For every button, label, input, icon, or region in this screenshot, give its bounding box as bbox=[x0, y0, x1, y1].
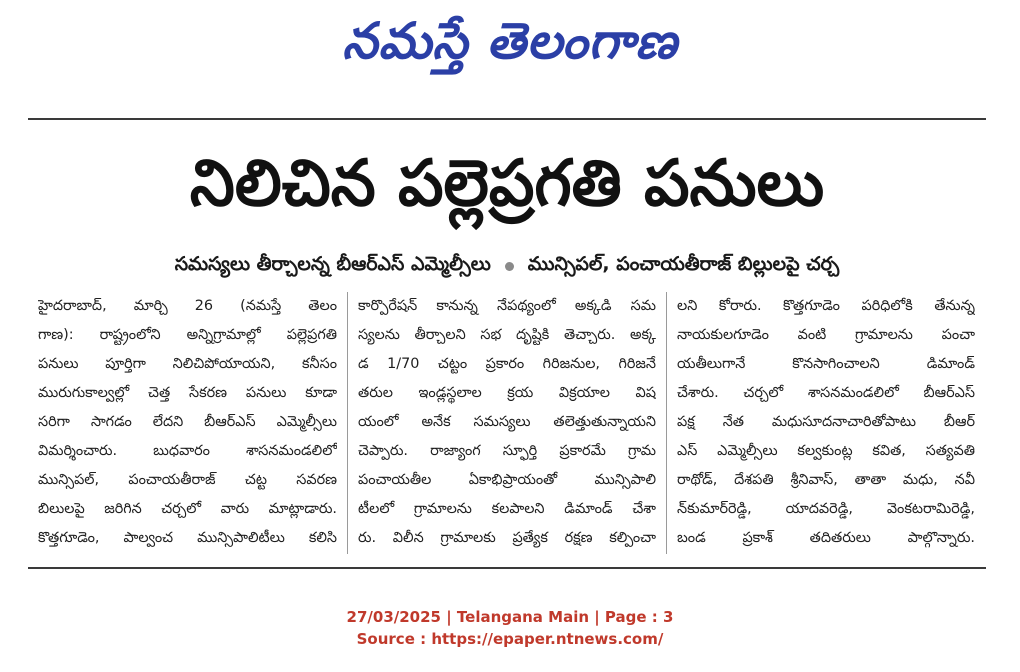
text-line: యతీలుగానే కొనసాగించాలని డిమాండ్‌ bbox=[677, 356, 975, 372]
text-line: చెప్పారు. రాజ్యాంగ స్ఫూర్తి ప్రకారమే గ్రామ bbox=[358, 443, 656, 459]
text-line: కొత్తగూడెం, పాల్వంచ మున్సిపాలిటీలు కలిసి bbox=[38, 530, 337, 546]
subhead-left: సమస్యలు తీర్చాలన్న బీఆర్‌ఎస్‌ ఎమ్మెల్సీలు bbox=[174, 252, 491, 275]
text-line: హైదరాబాద్‌, మార్చి 26 (నమస్తే తెలం bbox=[38, 298, 337, 314]
article-subhead bbox=[28, 248, 986, 284]
footer-source-line: Source : https://epaper.ntnews.com/ bbox=[356, 630, 664, 648]
bullet-separator bbox=[505, 262, 514, 271]
text-line: మురుగుకాల్వల్లో చెత్త సేకరణ పనులు కూడా bbox=[38, 385, 337, 401]
text-line: టీలలో గ్రామాలను కలపాలని డిమాండ్‌ చేశా bbox=[358, 501, 656, 517]
footer-credits bbox=[0, 606, 1020, 650]
text-line: బిలులపై జరిగిన చర్చలో వారు మాట్లాడారు. bbox=[38, 501, 337, 517]
article-headline: నిలిచిన పల్లెప్రగతి పనులు bbox=[189, 147, 825, 221]
text-line: బండ ప్రకాశ్‌ తదితరులు పాల్గొన్నారు. bbox=[677, 530, 975, 546]
text-line: కార్పొరేషన్‌ కానున్న నేపథ్యంలో అక్కడి సమ bbox=[358, 298, 656, 314]
article-column-3 bbox=[666, 292, 985, 554]
text-line: గాణ): రాష్ట్రంలోని అన్నిగ్రామాల్లో పల్లెప్రగతి bbox=[38, 327, 337, 343]
text-line: న్‌కుమార్‌రెడ్డి, యాదవరెడ్డి, వెంకటరామిరెడ్డి, bbox=[677, 501, 975, 517]
text-line: మున్సిపల్‌, పంచాయతీరాజ్‌ చట్ట సవరణ bbox=[38, 472, 337, 488]
article-column-1 bbox=[28, 292, 347, 554]
article-column-2 bbox=[347, 292, 666, 554]
article-body bbox=[28, 292, 986, 554]
text-line: రు. విలీన గ్రామాలకు ప్రత్యేక రక్షణ కల్పించా bbox=[358, 530, 656, 546]
text-line: సరిగా సాగడం లేదని బీఆర్‌ఎస్‌ ఎమ్మెల్సీలు bbox=[38, 414, 337, 430]
text-line: డ 1/70 చట్టం ప్రకారం గిరిజనుల, గిరిజనే bbox=[358, 356, 656, 372]
top-divider bbox=[28, 118, 986, 120]
masthead-logo: నమస్తే తెలంగాణ bbox=[342, 12, 678, 70]
text-line: లని కోరారు. కొత్తగూడెం పరిధిలోకి తేనున్న bbox=[677, 298, 975, 314]
text-line: ఎస్‌ ఎమ్మెల్సీలు కల్వకుంట్ల కవిత, సత్యవతి bbox=[677, 443, 975, 459]
text-line: నాయకులగూడెం వంటి గ్రామాలను పంచా bbox=[677, 327, 975, 343]
text-line: పంచాయతీల ఏకాభిప్రాయంతో మున్సిపాలి bbox=[358, 472, 656, 488]
text-line: తరుల ఇండ్లస్థలాల క్రయ విక్రయాల విష bbox=[358, 385, 656, 401]
subhead-right: మున్సిపల్‌, పంచాయతీరాజ్‌ బిల్లులపై చర్చ bbox=[527, 252, 840, 275]
text-line: యంలో అనేక సమస్యలు తలెత్తుతున్నాయని bbox=[358, 414, 656, 430]
text-line: విమర్శించారు. బుధవారం శాసనమండలిలో bbox=[38, 443, 337, 459]
text-line: పనులు పూర్తిగా నిలిచిపోయాయని, కనీసం bbox=[38, 356, 337, 372]
bottom-divider bbox=[28, 567, 986, 569]
text-line: పక్ష నేత మధుసూదనాచారితోపాటు బీఆర్‌ bbox=[677, 414, 975, 430]
text-line: చేశారు. చర్చలో శాసనమండలిలో బీఆర్‌ఎస్‌ bbox=[677, 385, 975, 401]
footer-edition-line: 27/03/2025 | Telangana Main | Page : 3 bbox=[346, 608, 674, 626]
text-line: స్యలను తీర్చాలని సభ దృష్టికి తెచ్చారు. అక్క bbox=[358, 327, 656, 343]
text-line: రాథోడ్‌, దేశపతి శ్రీనివాస్‌, తాతా మధు, నవీ bbox=[677, 472, 975, 488]
